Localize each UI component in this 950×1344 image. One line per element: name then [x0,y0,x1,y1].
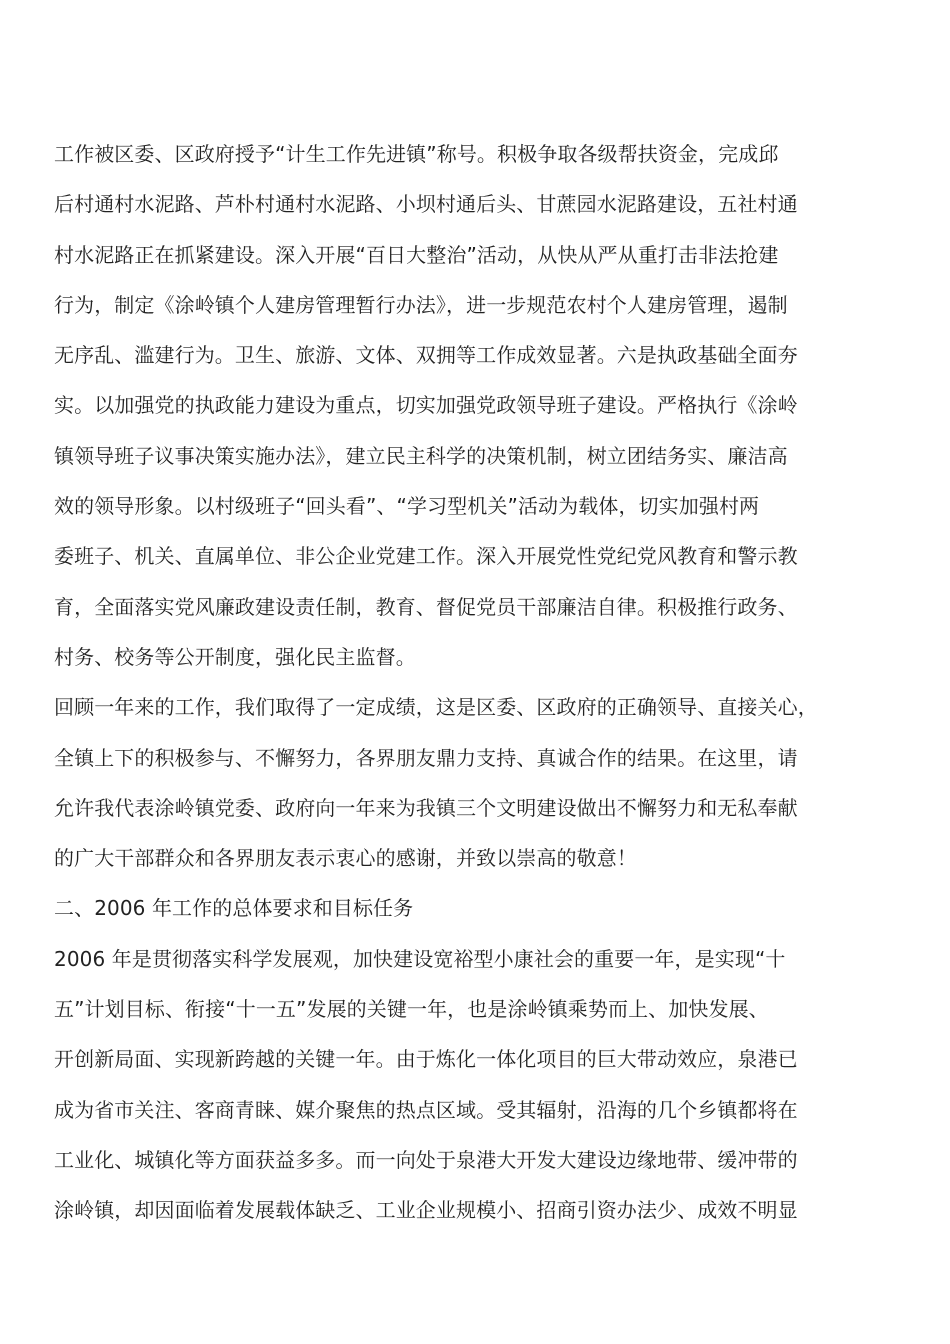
section-heading: 二、2006 年工作的总体要求和目标任务 [54,896,414,921]
text-line: 效的领导形象。以村级班子“回头看”、“学习型机关”活动为载体，切实加强村两 [54,494,760,519]
text-line: 村务、校务等公开制度，强化民主监督。 [54,644,416,669]
text-line: 村水泥路正在抓紧建设。深入开展“百日大整治”活动，从快从严从重打击非法抢建 [54,242,779,267]
text-line: 允许我代表涂岭镇党委、政府向一年来为我镇三个文明建设做出不懈努力和无私奉献 [54,795,798,820]
text-line: 后村通村水泥路、芦朴村通村水泥路、小坝村通后头、甘蔗园水泥路建设，五社村通 [54,192,798,217]
text-line: 成为省市关注、客商青睐、媒介聚焦的热点区域。受其辐射，沿海的几个乡镇都将在 [54,1097,798,1122]
text-line: 工作被区委、区政府授予“计生工作先进镇”称号。积极争取各级帮扶资金，完成邱 [54,142,779,166]
text-line: 全镇上下的积极参与、不懈努力，各界朋友鼎力支持、真诚合作的结果。在这里，请 [54,745,798,770]
text-line: 育，全面落实党风廉政建设责任制，教育、督促党员干部廉洁自律。积极推行政务、 [54,594,798,619]
text-line: 行为，制定《涂岭镇个人建房管理暂行办法》，进一步规范农村个人建房管理，遏制 [54,292,788,317]
document-page [54,134,900,1241]
text-line: 镇领导班子议事决策实施办法》，建立民主科学的决策机制，树立团结务实、廉洁高 [54,443,788,468]
text-line: 的广大干部群众和各界朋友表示衷心的感谢，并致以崇高的敬意！ [54,846,637,871]
text-line: 委班子、机关、直属单位、非公企业党建工作。深入开展党性党纪党风教育和警示教 [54,544,798,569]
text-line: 工业化、城镇化等方面获益多多。而一向处于泉港大开发大建设边缘地带、缓冲带的 [54,1147,798,1172]
text-line: 五”计划目标、衔接“十一五”发展的关键一年，也是涂岭镇乘势而上、加快发展、 [54,997,769,1022]
text-line: 2006 年是贯彻落实科学发展观，加快建设宽裕型小康社会的重要一年，是实现“十 [54,946,786,971]
text-line: 实。以加强党的执政能力建设为重点，切实加强党政领导班子建设。严格执行《涂岭 [54,393,798,418]
text-line: 涂岭镇，却因面临着发展载体缺乏、工业企业规模小、招商引资办法少、成效不明显 [54,1198,798,1223]
text-line: 无序乱、滥建行为。卫生、旅游、文体、双拥等工作成效显著。六是执政基础全面夯 [54,343,798,368]
text-line: 回顾一年来的工作，我们取得了一定成绩，这是区委、区政府的正确领导、直接关心， [54,695,818,720]
text-line: 开创新局面、实现新跨越的关键一年。由于炼化一体化项目的巨大带动效应，泉港已 [54,1047,798,1072]
